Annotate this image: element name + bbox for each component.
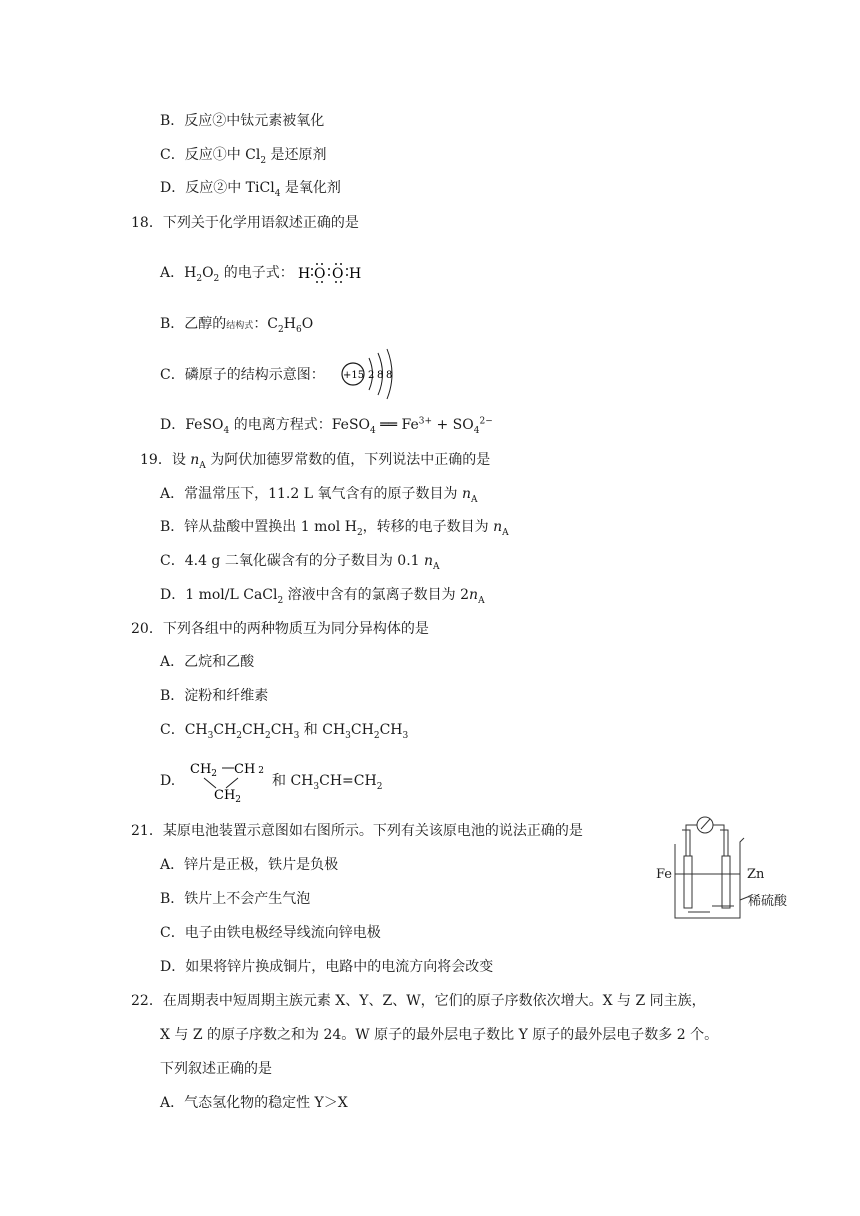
q18-b-sub: 2 xyxy=(278,324,284,335)
q20-option-a: A．乙烷和乙酸 xyxy=(160,654,255,670)
q20-c-sub: 3 xyxy=(402,730,409,741)
q18-a-sub: 2 xyxy=(196,273,203,284)
q18-option-a xyxy=(160,264,294,282)
q17-c-sub: 2 xyxy=(260,155,267,166)
shell-electrons-2: 8 xyxy=(377,370,384,381)
q19-b-sub: 2 xyxy=(356,527,363,538)
ring-ch2-left: $CH_2$ xyxy=(190,762,218,779)
galvanometer-needle xyxy=(701,819,710,829)
q22-line-2: X 与 Z 的原子序数之和为 24。W 原子的最外层电子数比 Y 原子的最外层电子数多 2 个。 xyxy=(160,1027,719,1043)
q18-d-sub: 4 xyxy=(370,425,376,436)
q20-c-part: C．CH xyxy=(160,722,208,738)
q19-a-part: A．常温常压下，11.2 L 氧气含有的原子数目为 xyxy=(160,486,462,502)
q20-c-sub: 2 xyxy=(236,730,243,741)
q20-c-part: CH xyxy=(350,722,374,738)
q20-option-b: B．淀粉和纤维素 xyxy=(160,688,269,704)
q18-b-part: O xyxy=(301,316,314,332)
q18-d-sub: 4 xyxy=(223,425,230,436)
q19-option-a xyxy=(160,485,477,503)
q20-c-part: CH xyxy=(270,722,294,738)
q20-d-part: 和 CH xyxy=(272,773,314,789)
q20-c-sub: 3 xyxy=(207,730,214,741)
q20-d-sub: 3 xyxy=(313,781,320,792)
q21-option-d: D．如果将锌片换成铜片，电路中的电流方向将会改变 xyxy=(160,959,494,975)
q17-option-b-text: B．反应②中钛元素被氧化 xyxy=(160,113,325,129)
q21-stem: 21．某原电池装置示意图如右图所示。下列有关该原电池的说法正确的是 xyxy=(131,823,583,839)
q20-d-sub: 2 xyxy=(376,781,383,792)
zn-electrode xyxy=(722,856,730,908)
q18-d-sup: 3+ xyxy=(418,416,433,427)
q19-b-italic: n xyxy=(493,519,503,535)
q20-c-part: 和 CH xyxy=(299,722,346,738)
q18-d-sub: 4 xyxy=(473,425,480,436)
q18-b-part: B．乙醇的 xyxy=(160,316,227,332)
q19-stem-sub: A xyxy=(199,460,206,471)
q18-option-c xyxy=(160,366,325,384)
q17-option-c xyxy=(160,146,327,164)
q18-option-d xyxy=(160,416,493,434)
q20-c-part: CH xyxy=(213,722,237,738)
q18-d-sup: 2− xyxy=(479,416,493,427)
q19-b-sub: A xyxy=(502,527,509,538)
ring-ch2-right: CH 2 xyxy=(234,762,265,777)
q19-a-italic: n xyxy=(461,486,471,502)
q17-option-d xyxy=(160,179,341,197)
h2o2-h-left: H xyxy=(298,266,311,282)
q18-a-part: A．H xyxy=(160,265,197,281)
q21-option-b: B．铁片上不会产生气泡 xyxy=(160,891,311,907)
q19-b-part: B．锌从盐酸中置换出 1 mol H xyxy=(160,519,357,535)
q20-option-d-tail xyxy=(272,772,382,790)
q18-a-sub: 2 xyxy=(213,273,220,284)
q18-d-part: + SO xyxy=(432,417,474,433)
q20-c-part: CH xyxy=(242,722,265,738)
q18-b-small-label: 结构式 xyxy=(226,321,254,331)
q18-a-part: O xyxy=(202,265,214,281)
q18-b-sub: 6 xyxy=(295,324,302,335)
q17-c-part: C．反应①中 Cl xyxy=(160,147,261,163)
q19-d-sub: 2 xyxy=(277,595,284,606)
q18-d-part: ══ Fe xyxy=(375,417,419,433)
q18-b-part: H xyxy=(283,316,296,332)
q19-stem-part: 为阿伏加德罗常数的值，下列说法中正确的是 xyxy=(205,452,491,468)
q21-option-a: A．锌片是正极，铁片是负极 xyxy=(160,857,339,873)
q20-d-part: CH=CH xyxy=(319,773,377,789)
q22-option-a: A．气态氢化物的稳定性 Y＞X xyxy=(160,1095,348,1111)
q19-d-part: 溶液中含有的氯离子数目为 2 xyxy=(283,587,470,603)
q20-option-c xyxy=(160,721,408,739)
q18-c-text: C．磷原子的结构示意图： xyxy=(160,367,325,383)
nuclear-charge: +15 xyxy=(343,370,365,381)
q19-stem xyxy=(140,451,490,469)
q19-option-d xyxy=(160,586,485,604)
q18-d-part: 的电离方程式：FeSO xyxy=(229,417,371,433)
q19-stem-italic: n xyxy=(190,452,200,468)
q19-a-sub: A xyxy=(470,494,478,505)
h2o2-h-right: H xyxy=(349,266,362,282)
q17-c-part: 是还原剂 xyxy=(266,147,327,163)
q19-stem-part: 19．设 xyxy=(140,452,191,468)
acid-label: 稀硫酸 xyxy=(748,894,788,909)
q20-stem: 20．下列各组中的两种物质互为同分异构体的是 xyxy=(131,621,429,637)
q18-a-part: 的电子式： xyxy=(219,265,294,281)
fe-electrode xyxy=(684,856,692,908)
q19-d-sub: A xyxy=(478,595,485,606)
q19-d-part: D．1 mol/L CaCl xyxy=(160,587,278,603)
ring-bond-left xyxy=(204,778,216,788)
q17-option-b xyxy=(160,112,324,130)
q19-b-part: ，转移的电子数目为 xyxy=(362,519,494,535)
q19-option-c xyxy=(160,552,440,570)
q20-c-sub: 3 xyxy=(345,730,351,741)
phosphorus-atom-diagram xyxy=(339,346,399,402)
q22-line-1: 22．在周期表中短周期主族元素 X、Y、Z、W，它们的原子序数依次增大。X 与 Z 同主族， xyxy=(131,993,706,1009)
q18-option-b xyxy=(160,315,313,335)
galvanic-cell-figure xyxy=(650,808,810,926)
q22-line-3: 下列叙述正确的是 xyxy=(160,1061,272,1077)
q18-d-part: D．FeSO xyxy=(160,417,224,433)
shell-electrons-3: 8 xyxy=(386,370,393,381)
q19-d-italic: n xyxy=(469,587,479,603)
q19-c-italic: n xyxy=(424,553,434,569)
q20-c-sub: 2 xyxy=(373,730,380,741)
q20-c-part: CH xyxy=(379,722,403,738)
ring-ch2-bottom: $CH_2$ xyxy=(214,788,242,804)
q21-option-c: C．电子由铁电极经导线流向锌电极 xyxy=(160,925,381,941)
q17-d-part: D．反应②中 TiCl xyxy=(160,180,275,196)
fe-label: Fe xyxy=(656,867,673,882)
q19-c-part: C．4.4 g 二氧化碳含有的分子数目为 0.1 xyxy=(160,553,425,569)
q20-c-sub: 2 xyxy=(264,730,271,741)
h2o2-o-2: O xyxy=(332,266,344,282)
q20-c-sub: 3 xyxy=(293,730,300,741)
cyclopropane-structure xyxy=(186,758,276,804)
q18-stem: 18．下列关于化学用语叙述正确的是 xyxy=(131,215,359,231)
q19-c-sub: A xyxy=(433,561,440,572)
q20-option-d-label: D. xyxy=(160,773,176,789)
shell-electrons-1: 2 xyxy=(368,370,375,381)
q17-d-part: 是氧化剂 xyxy=(280,180,341,196)
h2o2-electron-formula xyxy=(296,260,366,288)
q19-option-b xyxy=(160,518,509,536)
h2o2-o-1: O xyxy=(314,266,326,282)
q18-b-part: ：C xyxy=(253,316,279,332)
ring-bond-right xyxy=(226,778,238,788)
q17-d-sub: 4 xyxy=(274,188,281,199)
zn-label: Zn xyxy=(747,867,765,882)
